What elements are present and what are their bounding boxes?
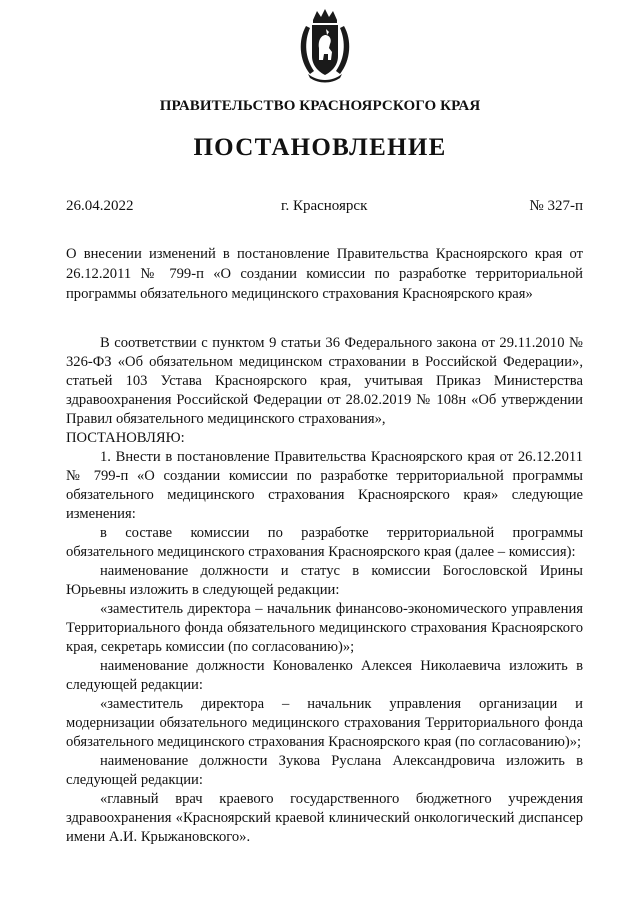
body-paragraph: наименование должности Коноваленко Алексея Николаевича изложить в следующей редакции: bbox=[66, 658, 583, 693]
body-paragraph: В соответствии с пунктом 9 статьи 36 Федерального закона от 29.11.2010 № 326-ФЗ «Об обязательном медицинском страховании в Российской Федерации», статьей 103 Устава Красноярского края, учитывая Приказ Министерства здравоохранения Российской Федерации от 28.02.2019 № 108н «Об утверждении Правил обязательного медицинского страхования», bbox=[66, 335, 583, 427]
document-city: г. Красноярск bbox=[281, 198, 368, 214]
document-number: № 327-п bbox=[529, 198, 583, 214]
body-paragraph: «заместитель директора – начальник управления организации и модернизации обязательного медицинского страхования Территориального фонда обязательного медицинского страхования Красноярского края (по согласованию)»; bbox=[66, 696, 583, 750]
body-paragraph: «главный врач краевого государственного бюджетного учреждения здравоохранения «Красноярский краевой клинический онкологический диспансер имени А.И. Крыжановского». bbox=[66, 791, 583, 845]
document-subject: О внесении изменений в постановление Правительства Красноярского края от 26.12.2011 № 799-п «О создании комиссии по разработке территориальной программы обязательного медицинского страхования Красноярского края» bbox=[66, 246, 583, 302]
body-paragraph: «заместитель директора – начальник финансово-экономического управления Территориального фонда обязательного медицинского страхования Красноярского края, секретарь комиссии (по согласованию)»; bbox=[66, 601, 583, 655]
body-paragraph: 1. Внести в постановление Правительства Красноярского края от 26.12.2011 № 799-п «О создании комиссии по разработке территориальной программы обязательного медицинского страхования Красноярского края» следующие изменения: bbox=[66, 449, 583, 522]
government-title: ПРАВИТЕЛЬСТВО КРАСНОЯРСКОГО КРАЯ bbox=[159, 98, 481, 114]
decree-word: ПОСТАНОВЛЯЮ: bbox=[66, 430, 185, 446]
body-paragraph: наименование должности и статус в комиссии Богословской Ирины Юрьевны изложить в следующей редакции: bbox=[66, 563, 583, 598]
body-paragraph: в составе комиссии по разработке территориальной программы обязательного медицинского страхования Красноярского края (далее – комиссия): bbox=[66, 525, 583, 560]
document-type: ПОСТАНОВЛЕНИЕ bbox=[193, 134, 447, 161]
document-body bbox=[66, 334, 583, 847]
document-date: 26.04.2022 bbox=[66, 198, 134, 214]
krasnoyarsk-coat-of-arms-icon bbox=[296, 8, 354, 84]
body-paragraph: наименование должности Зукова Руслана Александровича изложить в следующей редакции: bbox=[66, 753, 583, 788]
